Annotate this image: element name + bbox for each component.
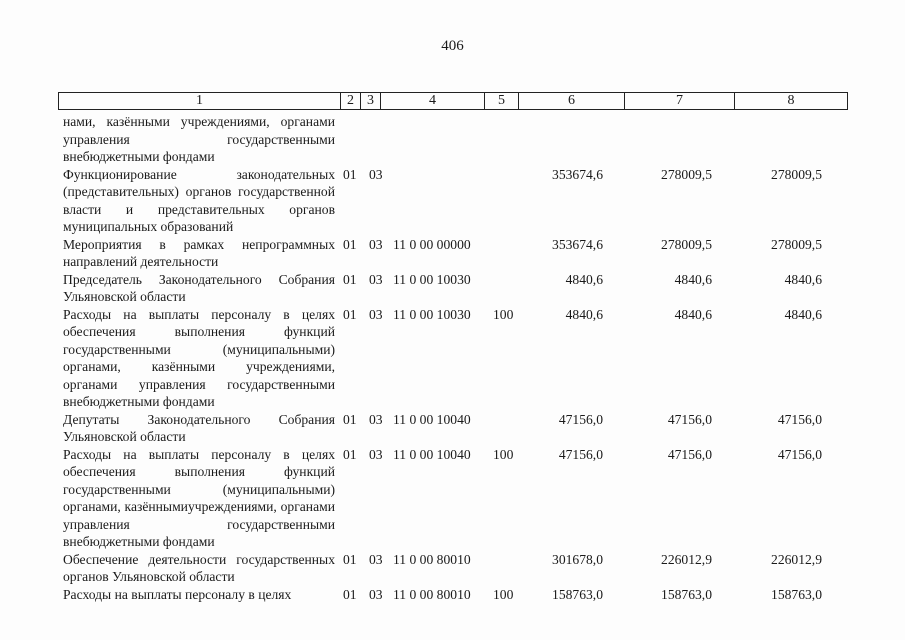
table-row [0,586,905,604]
header-col-7: 7 [625,93,735,109]
row-section: 01 [343,411,357,427]
row-value-col8: 278009,5 [771,236,822,252]
row-target-article: 11 0 00 80010 [393,551,471,567]
row-value-col6: 353674,6 [552,236,603,252]
row-expense-type: 100 [493,586,514,602]
row-section: 01 [343,271,357,287]
row-target-article: 11 0 00 10030 [393,306,471,322]
row-section: 01 [343,236,357,252]
table-row [0,446,905,551]
header-col-8: 8 [787,93,795,108]
row-section: 01 [343,551,357,567]
row-subsection: 03 [369,271,383,287]
header-col-6: 6 [519,93,625,109]
page-number: 406 [441,38,464,54]
row-value-col8: 278009,5 [771,166,822,182]
row-value-col7: 158763,0 [661,586,712,602]
row-value-col6: 47156,0 [558,411,603,427]
row-value-col6: 353674,6 [552,166,603,182]
row-value-col7: 278009,5 [661,236,712,252]
row-value-col8: 4840,6 [784,271,822,287]
row-subsection: 03 [369,411,383,427]
header-col-3: 3 [361,93,381,109]
row-subsection: 03 [369,166,383,182]
row-value-col6: 4840,6 [565,306,603,322]
row-section: 01 [343,306,357,322]
row-subsection: 03 [369,586,383,602]
row-value-col7: 278009,5 [661,166,712,182]
row-description: Мероприятия в рамках непрограммных направлений деятельности [63,236,335,269]
table-row [0,166,905,236]
row-value-col8: 226012,9 [771,551,822,567]
row-description: Депутаты Законодательного Собрания Ульяновской области [63,411,335,444]
row-description: Председатель Законодательного Собрания Ульяновской области [63,271,335,304]
row-target-article: 11 0 00 10030 [393,271,471,287]
row-section: 01 [343,586,357,602]
header-col-4: 4 [381,93,485,109]
row-expense-type: 100 [493,446,514,462]
row-description: Расходы на выплаты персоналу в целях обеспечения выполнения функций государственными (муниципальными) органами, казённымиучреждениями, органами управления государственными внебюджетными фондами [63,446,335,549]
row-expense-type: 100 [493,306,514,322]
header-col-2: 2 [341,93,361,109]
row-subsection: 03 [369,236,383,252]
table-header [58,92,848,110]
row-section: 01 [343,446,357,462]
row-target-article: 11 0 00 10040 [393,446,471,462]
row-description: нами, казёнными учреждениями, органами управления государственными внебюджетными фондами [63,114,335,164]
table-row [0,113,905,166]
row-subsection: 03 [369,306,383,322]
row-section: 01 [343,166,357,182]
row-value-col7: 47156,0 [667,411,712,427]
row-value-col6: 4840,6 [565,271,603,287]
row-target-article: 11 0 00 00000 [393,236,471,252]
row-value-col7: 4840,6 [674,271,712,287]
table-row [0,306,905,411]
table-row [0,411,905,446]
row-value-col7: 47156,0 [667,446,712,462]
row-value-col8: 47156,0 [777,411,822,427]
header-col-5: 5 [485,93,519,109]
row-description: Расходы на выплаты персоналу в целях обеспечения выполнения функций государственными (муниципальными) органами, казёнными учреждениями, органами управления государственными внебюджетными фондами [63,306,335,409]
row-target-article: 11 0 00 80010 [393,586,471,602]
row-value-col8: 47156,0 [777,446,822,462]
table-row [0,551,905,586]
row-value-col6: 301678,0 [552,551,603,567]
row-value-col6: 47156,0 [558,446,603,462]
header-col-1: 1 [59,93,341,109]
row-value-col8: 4840,6 [784,306,822,322]
row-value-col8: 158763,0 [771,586,822,602]
row-description: Расходы на выплаты персоналу в целях [63,586,292,602]
row-subsection: 03 [369,551,383,567]
table-body [0,113,905,603]
row-subsection: 03 [369,446,383,462]
row-value-col7: 226012,9 [661,551,712,567]
row-value-col7: 4840,6 [674,306,712,322]
row-value-col6: 158763,0 [552,586,603,602]
table-row [0,271,905,306]
row-target-article: 11 0 00 10040 [393,411,471,427]
table-row [0,236,905,271]
row-description: Обеспечение деятельности государственных органов Ульяновской области [63,551,335,584]
row-description: Функционирование законодательных (представительных) органов государственной власти и представительных органов муниципальных образований [63,166,335,234]
